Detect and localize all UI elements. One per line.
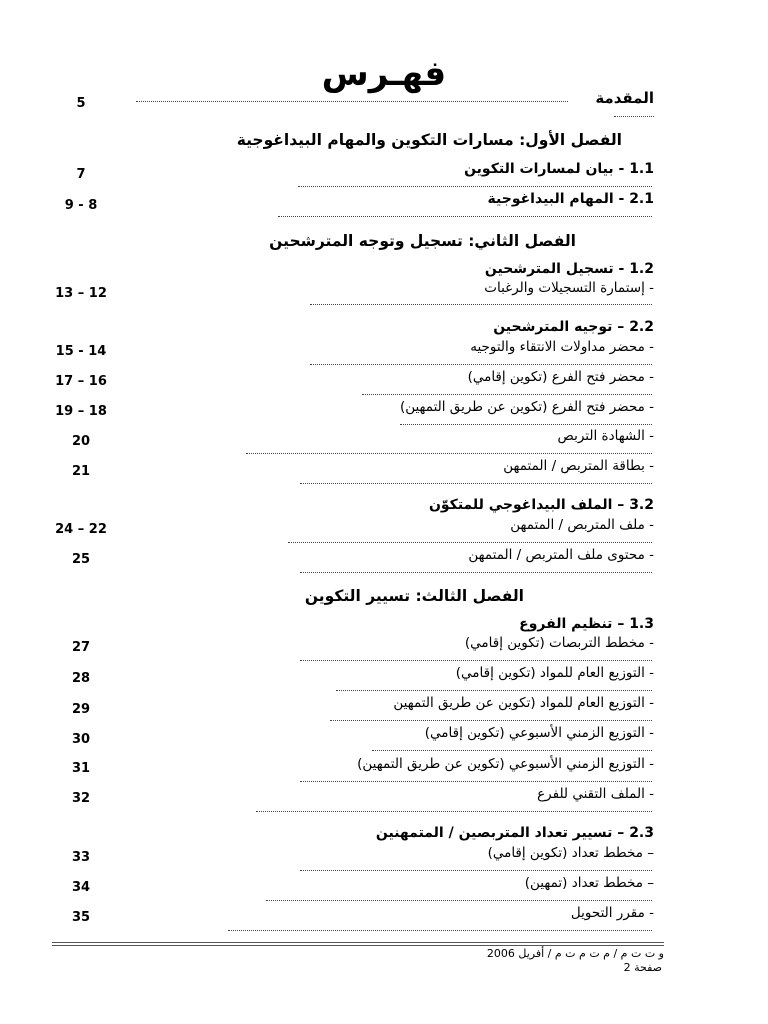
toc-item[interactable]: - محتوى ملف المتربص / المتمهن bbox=[468, 547, 654, 563]
page-number: 35 bbox=[71, 910, 91, 925]
toc-item[interactable]: - إستمارة التسجيلات والرغبات bbox=[484, 280, 654, 296]
footer-rule bbox=[52, 942, 664, 943]
dot-leader bbox=[136, 101, 568, 102]
toc-item[interactable]: - محضر فتح الفرع (تكوين عن طريق التمهين) bbox=[399, 399, 654, 415]
dot-leader bbox=[266, 900, 652, 901]
toc-entry-1-3[interactable]: 1.3 – تنظيم الفروع bbox=[519, 616, 654, 632]
toc-item[interactable]: - محضر مداولات الانتقاء والتوجيه bbox=[470, 339, 654, 355]
page-number: 29 bbox=[71, 702, 91, 717]
toc-entry-3-2[interactable]: 3.2 – الملف البيداغوجي للمتكوّن bbox=[428, 497, 654, 513]
footer-rule bbox=[52, 945, 664, 946]
toc-item[interactable]: - الملف التقني للفرع bbox=[537, 786, 654, 802]
page-number: 9 - 8 bbox=[64, 198, 98, 213]
page-number: 21 bbox=[71, 464, 91, 479]
toc-entry-intro[interactable]: المقدمة bbox=[595, 89, 654, 107]
page-number: 34 bbox=[71, 880, 91, 895]
toc-entry-1-1[interactable]: 1.1 - بيان لمسارات التكوين bbox=[464, 161, 654, 177]
dot-leader bbox=[256, 811, 652, 812]
page-number: 7 bbox=[76, 167, 86, 182]
toc-item[interactable]: – مخطط تعداد (تمهين) bbox=[524, 875, 654, 891]
toc-item[interactable]: - محضر فتح الفرع (تكوين إقامي) bbox=[467, 369, 654, 385]
dot-leader bbox=[300, 572, 652, 573]
page-number: 24 – 22 bbox=[55, 522, 107, 537]
chapter-heading-3[interactable]: الفصل الثالث: تسيير التكوين bbox=[304, 587, 524, 605]
dot-leader bbox=[300, 781, 652, 782]
chapter-heading-1[interactable]: الفصل الأول: مسارات التكوين والمهام البيداغوجية bbox=[236, 131, 622, 149]
page-number: 19 – 18 bbox=[55, 404, 107, 419]
toc-item[interactable]: - مخطط التربصات (تكوين إقامي) bbox=[464, 635, 654, 651]
page-number: 31 bbox=[71, 761, 91, 776]
dot-leader bbox=[336, 690, 652, 691]
toc-entry-1-2[interactable]: 1.2 - تسجيل المترشحين bbox=[484, 261, 654, 277]
page-number: 5 bbox=[76, 96, 86, 111]
dot-leader bbox=[298, 186, 652, 187]
chapter-heading-2[interactable]: الفصل الثاني: تسجيل وتوجه المترشحين bbox=[269, 232, 576, 250]
dot-leader bbox=[310, 364, 652, 365]
page-number: 28 bbox=[71, 671, 91, 686]
dot-leader bbox=[372, 750, 652, 751]
page-number: 27 bbox=[71, 640, 91, 655]
page-number: 17 – 16 bbox=[55, 374, 107, 389]
toc-item[interactable]: - التوزيع الزمني الأسبوعي (تكوين عن طريق التمهين) bbox=[357, 756, 654, 772]
dot-leader bbox=[300, 660, 652, 661]
dot-leader bbox=[278, 216, 652, 217]
page-number: 15 - 14 bbox=[55, 344, 107, 359]
page-number: 30 bbox=[71, 732, 91, 747]
toc-entry-2-3[interactable]: 2.3 – تسيير تعداد المتربصين / المتمهنين bbox=[375, 825, 654, 841]
page-number: 13 – 12 bbox=[55, 286, 107, 301]
dot-leader bbox=[288, 542, 652, 543]
dot-leader bbox=[614, 116, 654, 117]
toc-entry-2-1[interactable]: 2.1 - المهام البيداغوجية bbox=[487, 191, 654, 207]
page-number: 20 bbox=[71, 434, 91, 449]
dot-leader bbox=[300, 870, 652, 871]
dot-leader bbox=[246, 453, 652, 454]
toc-item[interactable]: - الشهادة التربص bbox=[557, 428, 654, 444]
toc-item[interactable]: – مخطط تعداد (تكوين إقامي) bbox=[487, 845, 654, 861]
dot-leader bbox=[400, 424, 652, 425]
dot-leader bbox=[330, 720, 652, 721]
toc-item[interactable]: - التوزيع العام للمواد (تكوين إقامي) bbox=[455, 665, 654, 681]
toc-item[interactable]: - التوزيع العام للمواد (تكوين عن طريق التمهين bbox=[393, 695, 654, 711]
page-number: 32 bbox=[71, 791, 91, 806]
toc-item[interactable]: - بطاقة المتربص / المتمهن bbox=[503, 458, 654, 474]
page-title: فهـرس bbox=[321, 54, 447, 94]
dot-leader bbox=[228, 930, 652, 931]
footer-page-number: صفحة 2 bbox=[623, 961, 662, 974]
toc-entry-2-2[interactable]: 2.2 – توجيه المترشحين bbox=[493, 319, 654, 335]
page-number: 25 bbox=[71, 552, 91, 567]
toc-item[interactable]: - ملف المتربص / المتمهن bbox=[510, 517, 654, 533]
dot-leader bbox=[300, 483, 652, 484]
dot-leader bbox=[362, 394, 652, 395]
dot-leader bbox=[310, 304, 652, 305]
toc-item[interactable]: - التوزيع الزمني الأسبوعي (تكوين إقامي) bbox=[424, 725, 654, 741]
page-number: 33 bbox=[71, 850, 91, 865]
toc-item[interactable]: - مقرر التحويل bbox=[570, 905, 654, 921]
footer-reference: و ت ت م / م ت م ت م / أفريل 2006 bbox=[486, 947, 664, 960]
